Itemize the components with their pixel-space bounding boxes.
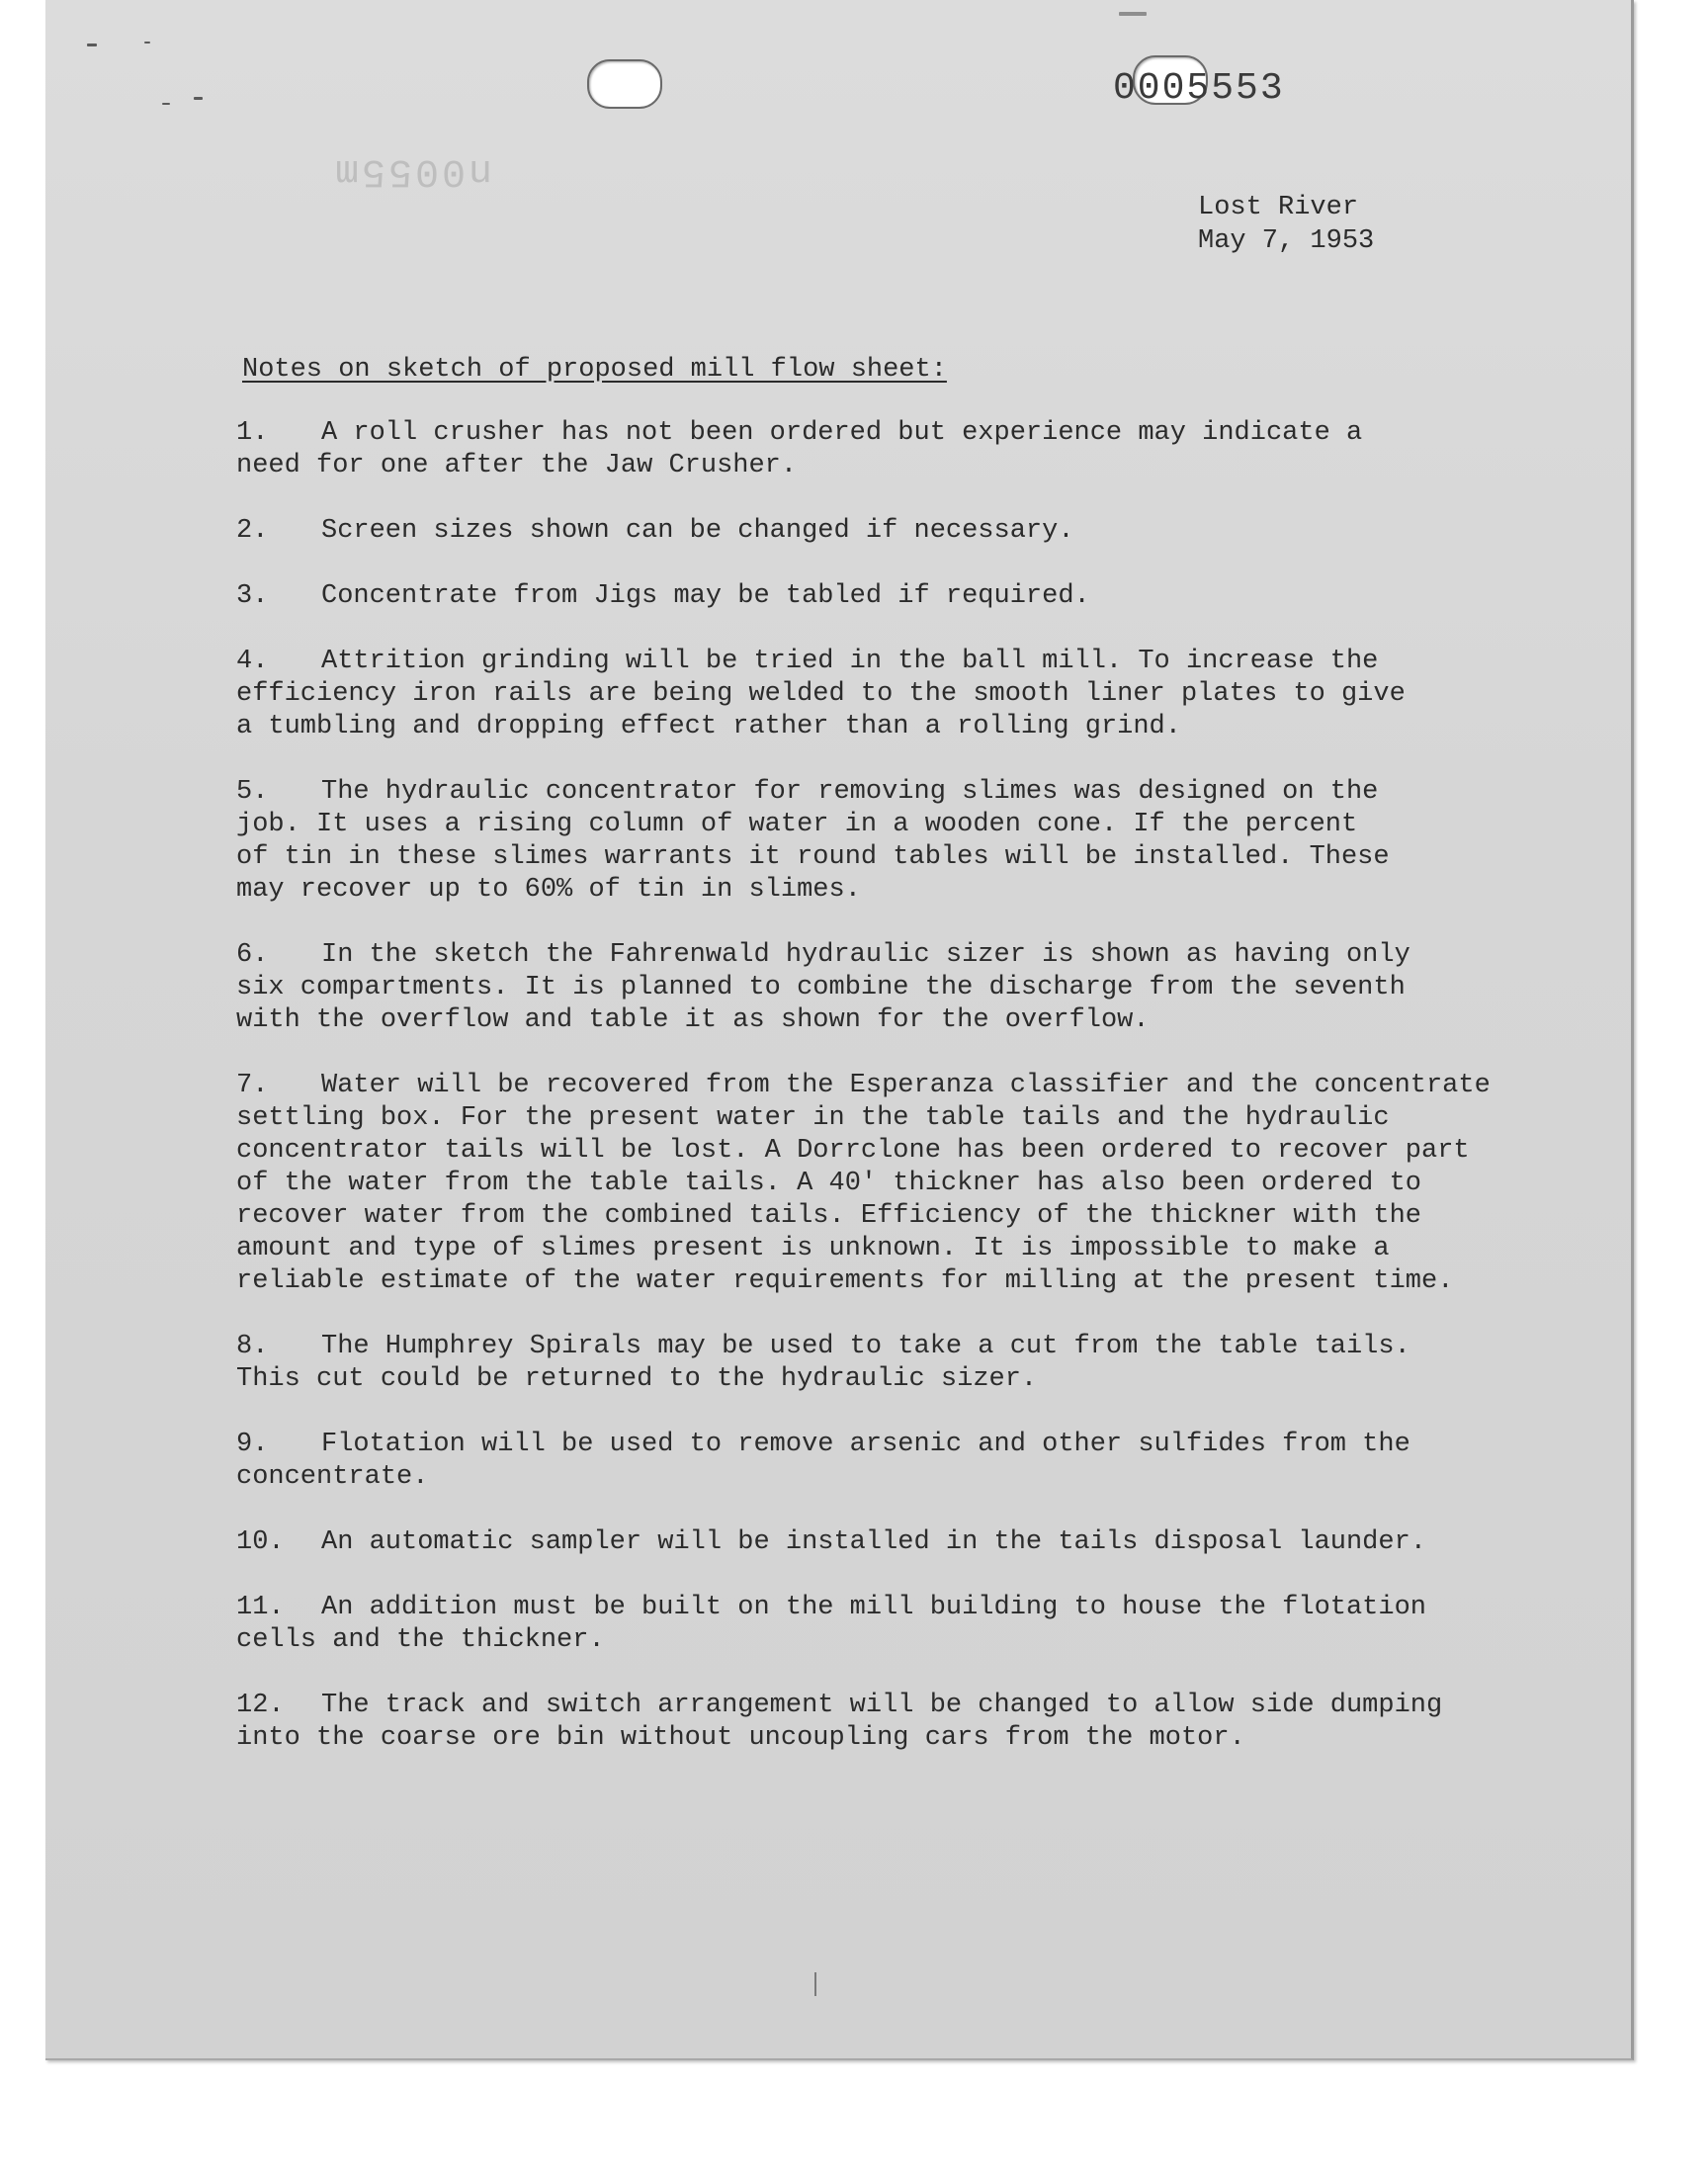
note-number: 5. xyxy=(236,777,269,807)
note-text: Screen sizes shown can be changed if necessary. xyxy=(321,516,1074,546)
speck-mark xyxy=(162,103,170,105)
note-item xyxy=(236,1690,1600,1755)
place-date-block xyxy=(1198,191,1374,258)
document-page xyxy=(45,0,1634,2060)
speck-mark xyxy=(144,42,150,44)
punch-hole xyxy=(587,59,662,109)
note-item xyxy=(236,939,1600,1037)
note-text: Flotation will be used to remove arsenic and other sulfides from the concentrate. xyxy=(236,1430,1410,1492)
note-number: 8. xyxy=(236,1332,269,1361)
note-item xyxy=(236,646,1600,743)
note-number: 1. xyxy=(236,418,269,448)
note-item xyxy=(236,1331,1600,1396)
notes-heading: Notes on sketch of proposed mill flow sheet: xyxy=(242,355,947,385)
note-item xyxy=(236,1526,1600,1559)
notes-list xyxy=(236,417,1600,1787)
note-item xyxy=(236,417,1600,482)
note-text: Water will be recovered from the Esperanza classifier and the concentrate settling box. For the present water in the table tails and the hydraulic concentrator tails will be lost. A Dorrclone has been ordered to recover part of the water from the table tails. A 40' thickner has also been ordered to recover water from the combined tails. Efficiency of the thickner with the amount and type of slimes present is unknown. It is impossible to make a reliable estimate of the water requirements for milling at the present time. xyxy=(236,1071,1491,1296)
note-item xyxy=(236,1070,1600,1298)
note-item xyxy=(236,1429,1600,1494)
ghost-stamp: n0055m xyxy=(332,148,493,193)
note-text: The Humphrey Spirals may be used to take a cut from the table tails. This cut could be returned to the hydraulic sizer. xyxy=(236,1332,1410,1394)
pencil-mark xyxy=(814,1972,816,1996)
note-text: The hydraulic concentrator for removing slimes was designed on the job. It uses a rising column of water in a wooden cone. If the percent of tin in these slimes warrants it round tables will be installed. These may recover up to 60% of tin in slimes. xyxy=(236,777,1390,905)
note-number: 10. xyxy=(236,1527,285,1557)
note-number: 6. xyxy=(236,940,269,970)
note-number: 7. xyxy=(236,1071,269,1100)
note-number: 4. xyxy=(236,647,269,676)
note-text: An addition must be built on the mill building to house the flotation cells and the thickner. xyxy=(236,1593,1426,1655)
note-text: The track and switch arrangement will be changed to allow side dumping into the coarse ore bin without uncoupling cars from the motor. xyxy=(236,1691,1443,1753)
note-item xyxy=(236,515,1600,548)
note-number: 11. xyxy=(236,1593,285,1622)
speck-mark xyxy=(1119,12,1147,16)
date: May 7, 1953 xyxy=(1198,226,1375,256)
speck-mark xyxy=(194,97,203,100)
note-number: 12. xyxy=(236,1691,285,1720)
place: Lost River xyxy=(1198,193,1359,222)
note-item xyxy=(236,1592,1600,1657)
note-number: 9. xyxy=(236,1430,269,1459)
note-item xyxy=(236,580,1600,613)
note-text: In the sketch the Fahrenwald hydraulic sizer is shown as having only six compartments. It is planned to combine the discharge from the seventh with the overflow and table it as shown for the overflow. xyxy=(236,940,1410,1035)
note-text: A roll crusher has not been ordered but experience may indicate a need for one after the Jaw Crusher. xyxy=(236,418,1363,480)
note-number: 2. xyxy=(236,516,269,546)
note-text: An automatic sampler will be installed in the tails disposal launder. xyxy=(321,1527,1426,1557)
note-number: 3. xyxy=(236,581,269,611)
speck-mark xyxy=(87,44,97,46)
note-item xyxy=(236,776,1600,907)
note-text: Attrition grinding will be tried in the ball mill. To increase the efficiency iron rails are being welded to the smooth liner plates to give a tumbling and dropping effect rather than a rolling grind. xyxy=(236,647,1406,741)
note-text: Concentrate from Jigs may be tabled if required. xyxy=(321,581,1090,611)
document-number: 0005553 xyxy=(1113,67,1285,110)
